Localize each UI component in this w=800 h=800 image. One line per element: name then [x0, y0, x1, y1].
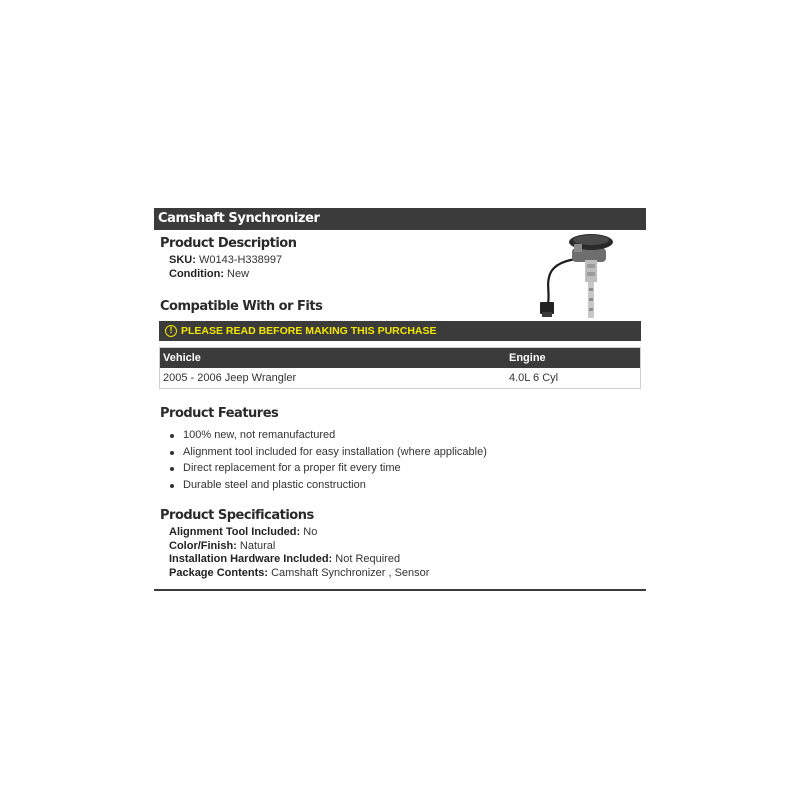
compat-heading: Compatible With or Fits [160, 299, 323, 314]
list-item: Alignment tool included for easy installation (where applicable) [168, 444, 487, 461]
bottom-divider [154, 589, 646, 591]
engine-cell: 4.0L 6 Cyl [509, 372, 559, 384]
list-item: Durable steel and plastic construction [168, 477, 487, 494]
spec-value: Not Required [335, 553, 401, 565]
spec-value: No [303, 526, 318, 538]
spec-row [169, 566, 429, 580]
camshaft-synchronizer-image [536, 228, 636, 322]
spec-label: Installation Hardware Included: [169, 553, 333, 565]
list-item: 100% new, not remanufactured [168, 427, 487, 444]
vehicle-cell: 2005 - 2006 Jeep Wrangler [163, 372, 297, 384]
spec-label: Alignment Tool Included: [169, 526, 301, 538]
specs-heading: Product Specifications [160, 508, 314, 523]
warning-text: PLEASE READ BEFORE MAKING THIS PURCHASE [181, 325, 437, 337]
spec-label: Color/Finish: [169, 540, 237, 552]
condition-label: Condition: [169, 268, 224, 280]
table-row [160, 368, 640, 388]
spec-row [169, 539, 275, 553]
fitment-table [159, 347, 641, 389]
condition-value: New [227, 268, 250, 280]
purchase-warning-banner [159, 321, 641, 341]
sku-line [169, 253, 282, 267]
spec-label: Package Contents: [169, 567, 269, 579]
spec-row [169, 525, 317, 539]
spec-value: Camshaft Synchronizer , Sensor [271, 567, 430, 579]
engine-column-header: Engine [509, 352, 546, 364]
spec-row [169, 552, 400, 566]
features-list [168, 427, 487, 494]
table-header [160, 348, 640, 368]
features-heading: Product Features [160, 406, 279, 421]
page-title: Camshaft Synchronizer [154, 208, 646, 230]
vehicle-column-header: Vehicle [163, 352, 201, 364]
exclamation-circle-icon: ! [165, 325, 177, 337]
list-item: Direct replacement for a proper fit every time [168, 460, 487, 477]
sku-value: W0143-H338997 [198, 254, 283, 266]
product-sheet [154, 208, 646, 592]
spec-value: Natural [239, 540, 276, 552]
condition-line [169, 267, 249, 281]
sku-label: SKU: [169, 254, 196, 266]
description-heading: Product Description [160, 236, 297, 251]
